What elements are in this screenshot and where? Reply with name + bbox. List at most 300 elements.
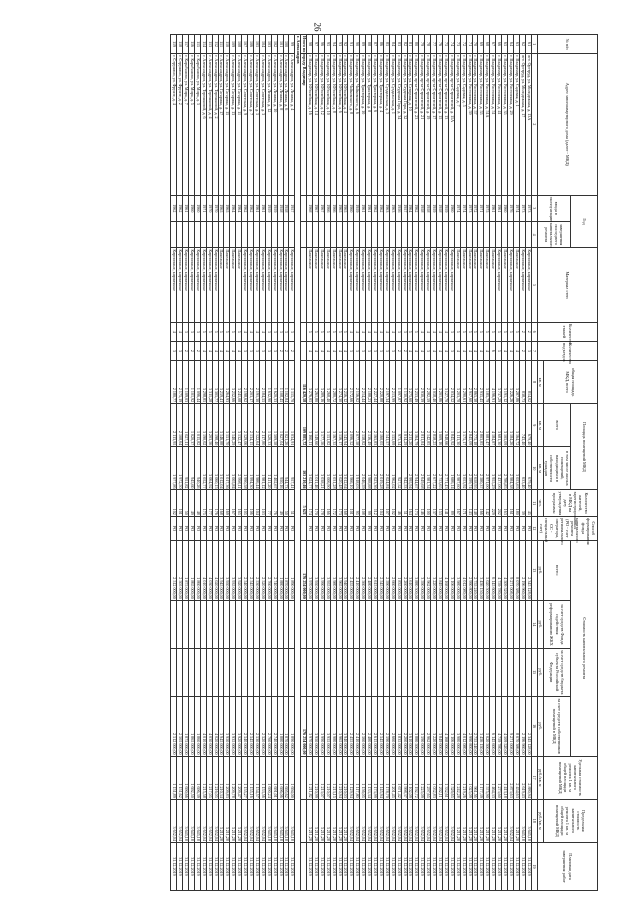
table-cell: 103 bbox=[265, 35, 271, 54]
table-cell: 4 bbox=[242, 322, 248, 341]
table-cell bbox=[484, 600, 490, 648]
table-cell: 3 610 000,00 bbox=[407, 696, 413, 756]
table-cell: 45 bbox=[525, 490, 531, 516]
table-cell: 51 bbox=[401, 490, 407, 516]
table-cell: г. Александров, ул. Советская, д. 5 bbox=[253, 54, 259, 195]
table-cell: 3 106 000,00 bbox=[448, 696, 454, 756]
table-cell: 3 bbox=[448, 322, 454, 341]
table-cell: 957,41 bbox=[289, 447, 295, 490]
table-cell: 4 bbox=[218, 341, 224, 360]
table-cell: 1960 bbox=[502, 195, 508, 221]
table-cell: Кирпичные, кирпичные bbox=[242, 248, 248, 322]
table-cell: 2 545 000,00 bbox=[378, 540, 384, 600]
table-cell: 2 bbox=[519, 322, 525, 341]
table-cell bbox=[513, 221, 519, 247]
table-cell bbox=[372, 648, 378, 696]
table-row bbox=[496, 35, 502, 891]
table-cell: г. Владимир, ул. Суздальская, д. 1 bbox=[389, 54, 395, 195]
table-cell: 3 652,04 bbox=[200, 799, 206, 842]
table-cell: 1 870 000,00 bbox=[283, 540, 289, 600]
table-cell: 3 256,12 bbox=[342, 361, 348, 404]
column-number: 16 bbox=[531, 696, 537, 756]
table-cell: 2 455 000,00 bbox=[348, 696, 354, 756]
table-cell: 101 bbox=[277, 35, 283, 54]
table-cell: г. Александров, ул. Ленина, д. 12 bbox=[265, 54, 271, 195]
table-cell: 1 173,99 bbox=[372, 756, 378, 799]
table-cell: Кирпичные, кирпичные bbox=[507, 248, 513, 322]
table-cell bbox=[413, 600, 419, 648]
table-cell: 3 437,06 bbox=[496, 447, 502, 490]
table-cell: 838,73 bbox=[519, 361, 525, 404]
table-cell: 146 bbox=[419, 490, 425, 516]
table-cell: 5 bbox=[513, 322, 519, 341]
table-cell bbox=[301, 516, 307, 540]
table-cell: 2 bbox=[283, 341, 289, 360]
table-row bbox=[366, 35, 372, 891]
table-cell: г. Владимир, ул. Юбилейная, д. 6 bbox=[336, 54, 342, 195]
table-cell: 3 681,30 bbox=[496, 404, 502, 447]
table-cell: 31.12.2019 bbox=[230, 842, 236, 890]
table-cell: 679,40 bbox=[525, 447, 531, 490]
table-cell: 2 660 000,00 bbox=[389, 696, 395, 756]
table-cell: г. Владимир, пр-кт Строителей, д. 15 bbox=[437, 54, 443, 195]
table-cell: 3 945 000,00 bbox=[218, 696, 224, 756]
header-floors: Количество этажей bbox=[537, 322, 597, 341]
table-cell: 163 bbox=[502, 490, 508, 516]
table-cell: 3 053,92 bbox=[460, 447, 466, 490]
table-cell: 3 955 000,00 bbox=[324, 696, 330, 756]
table-cell: 141 bbox=[442, 490, 448, 516]
table-cell: Кирпичные, кирпичные bbox=[366, 248, 372, 322]
table-cell: 3 156,17 bbox=[336, 404, 342, 447]
table-cell: 3 280,72 bbox=[330, 361, 336, 404]
table-cell: 679,40 bbox=[525, 404, 531, 447]
header-year: Год bbox=[571, 195, 598, 248]
table-cell: 2 995,94 bbox=[407, 447, 413, 490]
table-cell bbox=[212, 600, 218, 648]
table-cell: 2 512 000,00 bbox=[171, 540, 177, 600]
table-row bbox=[324, 35, 330, 891]
table-cell: г. Александров, ул. Ленина, д. 10 bbox=[271, 54, 277, 195]
table-row bbox=[301, 35, 307, 891]
table-cell: 1 988,88 bbox=[366, 447, 372, 490]
table-cell: 1961 bbox=[366, 195, 372, 221]
table-cell: 1975 bbox=[484, 195, 490, 221]
table-cell: Кирпичные, кирпичные bbox=[525, 248, 531, 322]
table-cell: 103 bbox=[259, 490, 265, 516]
table-cell: 51 bbox=[289, 490, 295, 516]
table-cell: 1 464,33 bbox=[490, 756, 496, 799]
table-cell: 168 bbox=[342, 490, 348, 516]
table-cell bbox=[324, 600, 330, 648]
table-cell: 3 645,18 bbox=[183, 799, 189, 842]
table-cell: 4 168 000,00 bbox=[442, 696, 448, 756]
column-number: 4 bbox=[531, 221, 537, 247]
table-cell bbox=[419, 221, 425, 247]
table-cell: 3 652,04 bbox=[419, 799, 425, 842]
table-cell bbox=[437, 648, 443, 696]
table-cell: 4 bbox=[442, 322, 448, 341]
table-cell: 2 197,34 bbox=[383, 361, 389, 404]
table-cell: 4 bbox=[313, 341, 319, 360]
table-cell: 3 652,04 bbox=[413, 799, 419, 842]
table-cell bbox=[454, 600, 460, 648]
table-cell: г. Владимир, пр-кт Строителей, д. 19 bbox=[425, 54, 431, 195]
table-cell bbox=[431, 600, 437, 648]
table-cell bbox=[478, 221, 484, 247]
table-cell: 3 652,04 bbox=[448, 799, 454, 842]
table-cell: 31.12.2019 bbox=[425, 842, 431, 890]
table-cell bbox=[354, 221, 360, 247]
table-cell: 31.12.2019 bbox=[372, 842, 378, 890]
table-cell: 1 209,47 bbox=[236, 756, 242, 799]
table-cell: 3 211,28 bbox=[466, 799, 472, 842]
table-cell: РО bbox=[230, 516, 236, 540]
table-row bbox=[336, 35, 342, 891]
table-cell: Кирпичные, кирпичные bbox=[407, 248, 413, 322]
table-cell: 4 bbox=[383, 322, 389, 341]
table-cell: 2 505 000,00 bbox=[177, 696, 183, 756]
table-cell: РО bbox=[466, 516, 472, 540]
table-cell: РО bbox=[431, 516, 437, 540]
table-cell: 3 024,77 bbox=[307, 447, 313, 490]
table-cell: 2 bbox=[189, 341, 195, 360]
table-cell: 3 935 000,00 bbox=[230, 696, 236, 756]
table-cell: 4 196,91 bbox=[490, 361, 496, 404]
table-cell: 50 bbox=[183, 490, 189, 516]
table-cell: 2 760 000,00 bbox=[265, 540, 271, 600]
table-row bbox=[348, 35, 354, 891]
table-cell: 4 bbox=[472, 341, 478, 360]
table-cell: 3 bbox=[265, 341, 271, 360]
table-cell: 2 454,63 bbox=[513, 756, 519, 799]
table-cell: РО bbox=[413, 516, 419, 540]
table-cell: 1 209,78 bbox=[230, 756, 236, 799]
table-cell: 3 652,04 bbox=[407, 799, 413, 842]
table-cell: 71 bbox=[466, 35, 472, 54]
table-cell: 1962 bbox=[378, 195, 384, 221]
table-cell: 1 981,12 bbox=[259, 447, 265, 490]
table-cell bbox=[289, 221, 295, 247]
table-cell bbox=[407, 600, 413, 648]
table-cell: 175 bbox=[200, 490, 206, 516]
table-cell: 2 345 128,00 bbox=[525, 696, 531, 756]
table-cell: 89 bbox=[448, 490, 454, 516]
table-cell: Кирпичные, кирпичные bbox=[177, 248, 183, 322]
table-cell: 2 540 000,00 bbox=[242, 540, 248, 600]
table-cell: 1960 bbox=[189, 195, 195, 221]
table-row bbox=[372, 35, 378, 891]
table-cell: Кирпичные, кирпичные bbox=[378, 248, 384, 322]
table-cell: 48 bbox=[194, 490, 200, 516]
table-cell bbox=[224, 648, 230, 696]
table-cell: 4 bbox=[307, 341, 313, 360]
table-cell: 1 411,20 bbox=[265, 447, 271, 490]
table-cell: 31.12.2019 bbox=[265, 842, 271, 890]
table-cell: 104 bbox=[378, 490, 384, 516]
table-cell: 3 990 000,00 bbox=[318, 696, 324, 756]
table-cell: 85 bbox=[383, 35, 389, 54]
table-cell bbox=[301, 322, 307, 341]
table-cell: 3 645,18 bbox=[265, 799, 271, 842]
table-cell: 3 011,46 bbox=[313, 447, 319, 490]
table-cell: 4 bbox=[431, 341, 437, 360]
table-body bbox=[171, 35, 531, 891]
table-cell: 3 652,04 bbox=[177, 799, 183, 842]
table-cell bbox=[218, 600, 224, 648]
table-cell: 49 bbox=[189, 490, 195, 516]
table-cell: 2 677,22 bbox=[431, 447, 437, 490]
table-row bbox=[224, 35, 230, 891]
table-cell bbox=[253, 648, 259, 696]
table-cell: РО bbox=[472, 516, 478, 540]
table-cell: 940,26 bbox=[194, 447, 200, 490]
table-cell: 3 965 000,00 bbox=[336, 540, 342, 600]
table-cell: 153 bbox=[437, 490, 443, 516]
table-cell bbox=[336, 600, 342, 648]
table-cell: 90 bbox=[354, 35, 360, 54]
table-cell bbox=[236, 648, 242, 696]
table-cell: 3 652,04 bbox=[383, 799, 389, 842]
table-cell: 1970 bbox=[212, 195, 218, 221]
table-cell: 3 191,12 bbox=[502, 361, 508, 404]
table-cell bbox=[330, 648, 336, 696]
table-cell: 31.12.2019 bbox=[324, 842, 330, 890]
table-cell: 177 bbox=[206, 490, 212, 516]
table-cell: 5 bbox=[200, 322, 206, 341]
table-cell: 1 210,03 bbox=[342, 756, 348, 799]
table-cell: 169 bbox=[224, 490, 230, 516]
table-row bbox=[265, 35, 271, 891]
table-cell: РО bbox=[378, 516, 384, 540]
table-cell: 1959 bbox=[265, 195, 271, 221]
table-cell: 5 bbox=[318, 322, 324, 341]
header-method: Способ формирования фонда капитального ремонта (РО - счет регионального оператора, СС - специальный счет) bbox=[538, 517, 597, 545]
table-cell: 1960 bbox=[348, 195, 354, 221]
table-cell bbox=[437, 600, 443, 648]
table-cell: 1973 bbox=[466, 195, 472, 221]
table-cell: 1973 bbox=[525, 195, 531, 221]
table-cell: 3 211,28 bbox=[330, 799, 336, 842]
table-cell: 2 615 000,00 bbox=[372, 696, 378, 756]
table-cell bbox=[383, 221, 389, 247]
table-cell: 4 020 000,00 bbox=[212, 696, 218, 756]
table-cell: 3 268,40 bbox=[324, 361, 330, 404]
table-cell: 1962 bbox=[372, 195, 378, 221]
table-cell: 96 bbox=[318, 35, 324, 54]
table-cell: 101 bbox=[348, 490, 354, 516]
table-cell: 2 998,11 bbox=[236, 447, 242, 490]
table-row bbox=[171, 35, 177, 891]
table-cell bbox=[224, 600, 230, 648]
table-cell bbox=[389, 221, 395, 247]
table-cell: 3 920 000,00 bbox=[236, 696, 242, 756]
table-cell: 5 621 bbox=[301, 490, 307, 516]
table-cell bbox=[183, 600, 189, 648]
table-cell: 927,52 bbox=[395, 447, 401, 490]
table-cell: 3 261,80 bbox=[313, 361, 319, 404]
table-cell: РО bbox=[454, 516, 460, 540]
table-cell: 4 bbox=[437, 341, 443, 360]
unit-rub: руб. bbox=[537, 648, 543, 696]
table-row bbox=[236, 35, 242, 891]
table-cell: 1 219,26 bbox=[460, 756, 466, 799]
table-cell: 1 145,94 bbox=[378, 756, 384, 799]
table-row bbox=[454, 35, 460, 891]
table-cell: г. Владимир, пр-кт Строителей, д. 13 bbox=[442, 54, 448, 195]
table-cell bbox=[378, 648, 384, 696]
table-cell: РО bbox=[507, 516, 513, 540]
table-cell: 2 455 000,00 bbox=[348, 540, 354, 600]
table-cell: 3 940 000,00 bbox=[342, 540, 348, 600]
table-cell: Кирпичные, кирпичные bbox=[271, 248, 277, 322]
table-cell bbox=[283, 600, 289, 648]
table-cell: 3 970 000,00 bbox=[307, 540, 313, 600]
table-cell bbox=[342, 221, 348, 247]
table-cell: 3 849 000,00 bbox=[437, 696, 443, 756]
table-cell: 2 660 000,00 bbox=[389, 540, 395, 600]
table-row bbox=[395, 35, 401, 891]
table-cell: РО bbox=[437, 516, 443, 540]
table-cell: 2 155,69 bbox=[389, 404, 395, 447]
table-cell: 3 bbox=[177, 341, 183, 360]
table-cell: 1958 bbox=[425, 195, 431, 221]
column-number: 17 bbox=[531, 756, 537, 799]
table-cell: 4 bbox=[171, 322, 177, 341]
table-cell: 2 156,02 bbox=[354, 361, 360, 404]
table-cell bbox=[200, 600, 206, 648]
table-row bbox=[206, 35, 212, 891]
table-cell: г. Владимир, ул. Растопчина, д. 51А bbox=[484, 54, 490, 195]
table-cell: 3 164,72 bbox=[513, 404, 519, 447]
table-cell: 1962 bbox=[248, 195, 254, 221]
table-cell: Кирпичные, кирпичные bbox=[448, 248, 454, 322]
table-cell: 9 271 008,00 bbox=[507, 540, 513, 600]
table-cell: 3 652,04 bbox=[372, 799, 378, 842]
table-cell: 3 bbox=[389, 341, 395, 360]
table-cell: 1962 bbox=[171, 195, 177, 221]
table-cell: 70 bbox=[472, 35, 478, 54]
table-cell: 31.12.2019 bbox=[242, 842, 248, 890]
table-cell: 3 652,04 bbox=[171, 799, 177, 842]
table-cell: Панельные bbox=[460, 248, 466, 322]
table-cell: 5 bbox=[324, 322, 330, 341]
table-cell: 3 bbox=[242, 341, 248, 360]
table-cell bbox=[259, 648, 265, 696]
table-cell: 61 bbox=[525, 35, 531, 54]
table-cell: 68 bbox=[484, 35, 490, 54]
table-cell: г. Владимир, пр-кт Строителей, д. 21 bbox=[419, 54, 425, 195]
table-cell: 1963 bbox=[389, 195, 395, 221]
table-row bbox=[230, 35, 236, 891]
table-cell: 31.12.2019 bbox=[271, 842, 277, 890]
table-cell: 2 142,85 bbox=[425, 404, 431, 447]
table-cell: 1 101,92 bbox=[189, 361, 195, 404]
table-cell: 2 077,58 bbox=[354, 404, 360, 447]
table-cell: 1 102,09 bbox=[407, 756, 413, 799]
document-sheet bbox=[42, 34, 598, 891]
table-cell: 5 bbox=[330, 322, 336, 341]
table-cell: 1 620,33 bbox=[271, 361, 277, 404]
table-cell: 81 bbox=[407, 35, 413, 54]
table-cell: 3 190,02 bbox=[200, 404, 206, 447]
table-cell: 2 786,85 bbox=[502, 447, 508, 490]
table-cell: 31.12.2019 bbox=[289, 842, 295, 890]
table-cell: 4 012 080,00 bbox=[460, 540, 466, 600]
table-cell: 1 216,05 bbox=[212, 756, 218, 799]
table-cell: 3 213,20 bbox=[407, 404, 413, 447]
table-cell bbox=[395, 600, 401, 648]
table-cell: 4 010 000,00 bbox=[200, 540, 206, 600]
table-cell: 1974 bbox=[460, 195, 466, 221]
table-cell: 3 645,18 bbox=[194, 799, 200, 842]
table-cell: 2 196 960,00 bbox=[519, 540, 525, 600]
table-cell: 3 226,26 bbox=[507, 361, 513, 404]
table-cell: Панельные bbox=[307, 248, 313, 322]
table-cell: 4 bbox=[460, 341, 466, 360]
table-cell bbox=[348, 221, 354, 247]
table-cell: 63 bbox=[513, 35, 519, 54]
table-cell: 31.12.2019 bbox=[502, 842, 508, 890]
table-cell: 77 bbox=[265, 490, 271, 516]
table-cell: 99 bbox=[289, 35, 295, 54]
table-cell bbox=[265, 648, 271, 696]
table-cell: 143 bbox=[466, 490, 472, 516]
table-cell: 3 456 150,00 bbox=[478, 540, 484, 600]
table-cell: 166 bbox=[478, 490, 484, 516]
table-cell bbox=[171, 221, 177, 247]
table-cell bbox=[496, 648, 502, 696]
table-row bbox=[318, 35, 324, 891]
table-cell: РО bbox=[395, 516, 401, 540]
header-cost-owners: за счет средств собственников помещений в МКД bbox=[543, 696, 570, 756]
table-cell: 1974 bbox=[454, 195, 460, 221]
table-cell: г. Владимир, ул. Юбилейная, д. 8 bbox=[330, 54, 336, 195]
table-cell: 4 bbox=[437, 322, 443, 341]
table-cell: 4 509 520,00 bbox=[502, 696, 508, 756]
table-cell: 1 575,90 bbox=[484, 756, 490, 799]
table-cell: 3 652,04 bbox=[354, 799, 360, 842]
table-cell: 1 117,80 bbox=[354, 756, 360, 799]
table-cell: 3 160,11 bbox=[307, 404, 313, 447]
table-cell: 2 740 000,00 bbox=[271, 540, 277, 600]
table-cell: г. Владимир, ул. Северная, д. 10 bbox=[407, 54, 413, 195]
table-row bbox=[248, 35, 254, 891]
table-cell: 1 109,03 bbox=[183, 361, 189, 404]
table-cell: 176 254 000,00 bbox=[301, 540, 307, 600]
table-cell bbox=[507, 221, 513, 247]
table-cell: 2 545 000,00 bbox=[248, 540, 254, 600]
table-cell: Кирпичные, кирпичные bbox=[419, 248, 425, 322]
table-cell: 3 652,04 bbox=[206, 799, 212, 842]
table-cell bbox=[236, 600, 242, 648]
table-cell: г. Александров, ул. Гагарина, д. 11 bbox=[236, 54, 242, 195]
table-cell: 1 178,70 bbox=[383, 756, 389, 799]
table-cell bbox=[360, 600, 366, 648]
table-cell: 5 bbox=[454, 322, 460, 341]
table-cell: 2 260 000,00 bbox=[401, 696, 407, 756]
table-cell: 743,40 bbox=[519, 404, 525, 447]
table-cell: 1 025,09 bbox=[466, 756, 472, 799]
table-cell: 1957 bbox=[401, 195, 407, 221]
table-cell: г. Александров, ул. Терешковой, д. 4 bbox=[206, 54, 212, 195]
table-cell: РО bbox=[330, 516, 336, 540]
column-number: 19 bbox=[531, 842, 537, 890]
table-cell: 5 020 500,00 bbox=[484, 540, 490, 600]
table-cell: 1968 bbox=[307, 195, 313, 221]
table-cell: 2 410 000,00 bbox=[354, 696, 360, 756]
table-cell bbox=[336, 221, 342, 247]
